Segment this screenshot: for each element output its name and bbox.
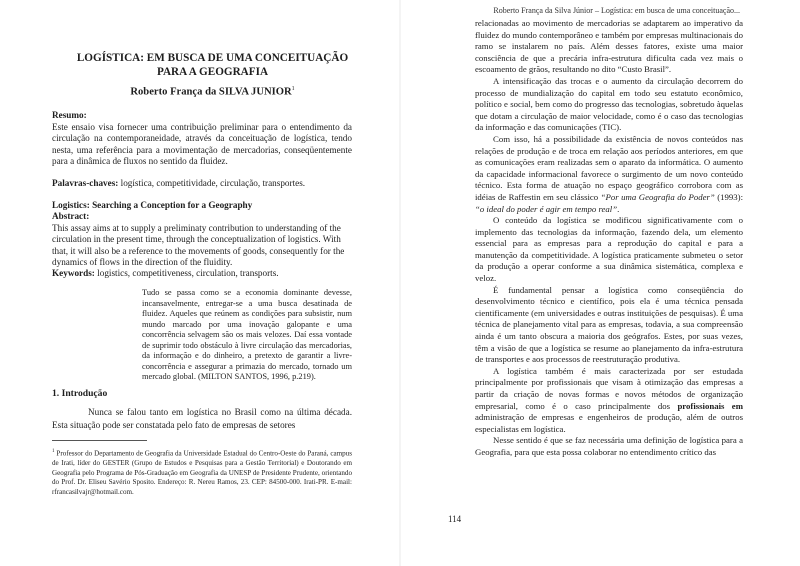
footnote-rule: [52, 440, 147, 441]
footnote: [52, 447, 352, 497]
p3-text-a: Com isso, há a possibilidade da existência de novos conteúdos nas relações de produção e de troca em relação aos períodos anteriores, em que as comunicações eram realizadas sem o aparato da informática. O aumento da capacidade informacional favorece o surgimento de um novo conteúdo técnico. Esta forma de atuação no espaço geográfico corrobora com as idéias de Raffestin em seu clássico: [475, 133, 743, 202]
abstract-heading: Abstract:: [52, 211, 90, 221]
p3-italic-quote: “o ideal do poder é agir em tempo real”: [475, 203, 618, 214]
author-text: Roberto França da SILVA JUNIOR: [130, 86, 292, 98]
paragraph-3: [475, 134, 743, 215]
intro-paragraph: [52, 406, 352, 432]
p6-text-a: A logística também é mais caracterizada por ser estudada principalmente por profissionais que visam à otimização das empresas a partir da criação de novas formas e novos métodos de organização empresarial, como é o caso principalmente dos: [475, 365, 743, 411]
resumo-heading: Resumo:: [52, 110, 87, 120]
author-name: [60, 86, 365, 98]
keywords: [52, 268, 352, 279]
paragraph-4: O conteúdo da logística se modificou significativamente com o implemento das tecnologias da informação, fazendo dela, um elemento essencial para as empresas para a reprodução do capital e para a manutenção da competitividade. A logística praticamente submeteu o setor da produção a operar conforme a sua dinâmica sistemática, complexa e veloz.: [475, 215, 743, 284]
p6-text-b: administração de empresas e engenheiros de produção, além de outros especialistas em logística.: [475, 412, 743, 434]
resumo-text: Este ensaio visa fornecer uma contribuição preliminar para o entendimento da circulação na contemporaneidade, através da conceituação de logística, tendo nesta, uma referência para a movimentação de mercadorias, conseqüentemente para a dinâmica de fluxos no sentido da fluidez.: [52, 122, 352, 167]
paragraph-1: relacionadas ao movimento de mercadorias se adaptarem ao imperativo da fluidez do mundo contemporâneo e também por empresas multinacionais do ramo se instalarem no país. Além desses fatores, existe uma maior consciência de que a precária infra-estrutura dificulta cada vez mais o escoamento de grãos, resultando no dito “Custo Brasil”.: [475, 18, 743, 75]
intro-text: Nunca se falou tanto em logística no Brasil como na última década. Esta situação pode ser constatada pelo fato de empresas de setores: [52, 407, 352, 430]
author-footnote-mark: 1: [291, 86, 295, 92]
article-title: [60, 52, 365, 79]
title-line-2: PARA A GEOGRAFIA: [156, 65, 269, 78]
footnote-mark: 1: [52, 449, 55, 454]
paragraph-6: [475, 366, 743, 436]
p3-italic-book: “Por uma Geografia do Poder”: [600, 191, 715, 202]
paragraph-2: A intensificação das trocas e o aumento da circulação decorrem do processo de mundialização do capital em todo seu estatuto econômico, político e social, bem como do progresso das tecnologias, sobretudo àquelas que dotam a circulação de maior velocidade, como é o caso das tecnologias da informação e das comunicações (TIC).: [475, 75, 743, 133]
p3-text-b: (1993):: [714, 191, 743, 202]
title-line-1: LOGÍSTICA: EM BUSCA DE UMA CONCEITUAÇÃO: [76, 52, 349, 64]
page-number: 114: [448, 514, 462, 524]
palavras-text: logística, competitividade, circulação, transportes.: [118, 178, 306, 188]
palavras-heading: Palavras-chaves:: [52, 178, 119, 188]
paragraph-5: É fundamental pensar a logística como conseqüência do desenvolvimento técnico e científico, pois ela é uma técnica pensada cientificamente (em universidades e outras instituições de pesquisas). É uma técnica de planejamento vital para as empresas, todavia, a sua compreensão ainda é um tanto obscura a maioria dos geógrafos. Estes, por suas vezes, têm a visão de que a logística se resume ao planejamento da infra-estrutura de transportes e aos processos de reestruturação produtiva.: [475, 284, 743, 365]
p6-bold: profissionais em: [677, 400, 743, 411]
p3-text-c: .: [617, 203, 620, 214]
abstract-text: This assay aims at to supply a preliminaty contribution to understanding of the circulation in the present time, through the conceptualization of logistics. With that, it will also be a reference to the movements of goods, consequently for the dynamics of flows in the direction of the fluidity.: [52, 223, 345, 268]
right-page-body: [475, 18, 743, 459]
palavras-chaves: [52, 178, 352, 189]
keywords-text: logistics, competitiveness, circulation, transports.: [94, 268, 279, 278]
section-heading: 1. Introdução: [52, 388, 108, 399]
epigraph-quote: Tudo se passa como se a economia dominante devesse, incansavelmente, entregar-se a uma busca desatinada de fluidez. Aqueles que reúnem as condições para subsistir, num mundo marcado por uma inovação galopante e uma concorrência selvagem são os mais velozes. Daí essa vontade de suprimir todo obstáculo à livre circulação das mercadorias, da informação e do dinheiro, a pretexto de garantir a livre-concorrência e assegurar a primazia do mercado, tornado um mercado global. (MILTON SANTOS, 1996, p.219).: [142, 288, 352, 381]
footnote-text: Professor do Departamento de Geografia da Universidade Estadual do Centro-Oeste do Paraná, campus de Irati, líder do GESTER (Grupo de Estudos e Pesquisas para a Gestão Territorial) e Doutorando em Geografia pelo Programa de Pós-Graduação em Geografia da UNESP de Presidente Prudente, orientando do Prof. Dr. Eliseu Savério Sposito. Endereço: R. Nereu Ramos, 23. CEP: 84500-000. Irati-PR. E-mail: rfrancasilvajr@hotmail.com.: [52, 449, 352, 496]
keywords-heading: Keywords:: [52, 268, 95, 278]
paragraph-7: Nesse sentido é que se faz necessária uma definição de logística para a Geografia, para que esta possa colaborar no entendimento crítico das: [475, 435, 743, 457]
english-title: Logistics: Searching a Conception for a Geography: [52, 200, 253, 210]
running-head: Roberto França da Silva Júnior – Logística: em busca de uma conceituação...: [493, 6, 740, 15]
